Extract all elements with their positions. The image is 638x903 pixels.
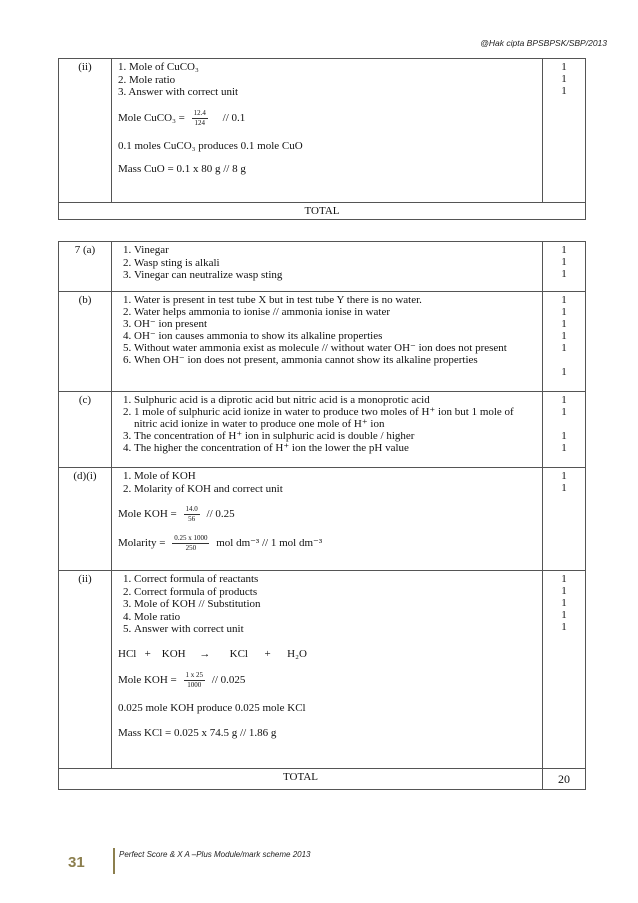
list-item: 3. Mole of KOH // Substitution bbox=[134, 598, 536, 611]
criteria-list bbox=[118, 244, 536, 282]
criteria-list bbox=[118, 294, 536, 366]
fraction: $\frac{12.4}{124}$ bbox=[193, 108, 206, 127]
marks-cell: 1 1 bbox=[543, 468, 586, 571]
list-item: 4. The higher the concentration of H⁺ ion the lower the pH value bbox=[134, 442, 536, 454]
question-label: (ii) bbox=[59, 571, 112, 769]
question-label: (d)(i) bbox=[59, 468, 112, 571]
mass-line: Mass KCl = 0.025 x 74.5 g // 1.86 g bbox=[118, 726, 277, 739]
list-item: 3. Vinegar can neutralize wasp sting bbox=[134, 269, 536, 282]
list-item: 3. Answer with correct unit bbox=[118, 86, 239, 99]
list-item: 2. 1 mole of sulphuric acid ionize in water to produce two moles of H⁺ ion but 1 mole of nitric acid ionize in water to produce one mole of H⁺ ion bbox=[134, 406, 536, 430]
marks-cell: 1 1 1 1 1 bbox=[543, 571, 586, 769]
fraction: $\frac{14.0}{56}$ bbox=[185, 505, 198, 524]
page-number: 31 bbox=[68, 854, 85, 871]
list-item: 2. Water helps ammonia to ionise // ammonia ionise in water bbox=[134, 306, 536, 318]
criteria-list bbox=[118, 394, 536, 454]
marks-cell: 1 1 1 1 1 1 bbox=[543, 292, 586, 392]
answer-cell bbox=[112, 59, 543, 203]
question-label: 7 (a) bbox=[59, 242, 112, 292]
list-item: 3. The concentration of H⁺ ion in sulphuric acid is double / higher bbox=[134, 430, 536, 442]
answer-table-ii bbox=[58, 58, 586, 220]
list-item: 1. Sulphuric acid is a diprotic acid but nitric acid is a monoprotic acid bbox=[134, 394, 536, 406]
mole-calculation: Mole KOH = $\frac{14.0}{56}$ // 0.25 bbox=[118, 505, 235, 524]
list-item: 4. OH⁻ ion causes ammonia to show its alkaline properties bbox=[134, 330, 536, 342]
list-item: 2. Molarity of KOH and correct unit bbox=[134, 483, 536, 496]
chemical-equation: HCl + KOH → KCl + H₂O bbox=[118, 647, 307, 660]
list-item: 6. When OH⁻ ion does not present, ammonia cannot show its alkaline properties bbox=[134, 354, 536, 366]
criteria-list bbox=[118, 573, 536, 636]
criteria-list bbox=[118, 470, 536, 495]
question-label: (c) bbox=[59, 392, 112, 468]
copyright-header: @Hak cipta BPSBPSK/SBP/2013 bbox=[480, 38, 607, 48]
list-item: 2. Mole ratio bbox=[118, 73, 176, 86]
list-item: 2. Wasp sting is alkali bbox=[134, 257, 536, 270]
list-item: 5. Answer with correct unit bbox=[134, 623, 536, 636]
mass-line: Mass CuO = 0.1 x 80 g // 8 g bbox=[118, 162, 246, 175]
list-item: 5. Without water ammonia exist as molecule // without water OH⁻ ion does not present bbox=[134, 342, 536, 354]
list-item: 1. Mole of KOH bbox=[134, 470, 536, 483]
list-item: 1. Mole of CuCO₃ bbox=[118, 61, 199, 73]
footer-divider bbox=[113, 848, 115, 874]
produce-line: 0.025 mole KOH produce 0.025 mole KCl bbox=[118, 701, 306, 714]
ratio-line: 0.1 moles CuCO₃ produces 0.1 mole CuO bbox=[118, 139, 303, 152]
question-label: (ii) bbox=[59, 59, 112, 203]
list-item: 1. Correct formula of reactants bbox=[134, 573, 536, 586]
total-label: TOTAL bbox=[59, 203, 586, 220]
list-item: 3. OH⁻ ion present bbox=[134, 318, 536, 330]
mole-calculation: Mole CuCO₃ = $\frac{12.4}{124}$ // 0.1 bbox=[118, 108, 246, 127]
list-item: 4. Mole ratio bbox=[134, 611, 536, 624]
marks-cell: 1 1 1 1 bbox=[543, 392, 586, 468]
marks-cell: 1 1 1 bbox=[543, 59, 586, 203]
answer-table-q7 bbox=[58, 241, 586, 790]
fraction: $\frac{1 x 25}{1000}$ bbox=[185, 670, 204, 689]
total-score: 20 bbox=[543, 769, 586, 790]
question-label: (b) bbox=[59, 292, 112, 392]
marks-cell: 1 1 1 bbox=[543, 242, 586, 292]
list-item: 2. Correct formula of products bbox=[134, 586, 536, 599]
list-item: 1. Water is present in test tube X but in test tube Y there is no water. bbox=[134, 294, 536, 306]
footer-text: Perfect Score & X A –Plus Module/mark scheme 2013 bbox=[119, 850, 311, 859]
list-item: 1. Vinegar bbox=[134, 244, 536, 257]
mole-calculation: Mole KOH = $\frac{1 x 25}{1000}$ // 0.025 bbox=[118, 670, 246, 689]
total-label: TOTAL bbox=[59, 769, 543, 790]
fraction: $\frac{0.25 x 1000}{250}$ bbox=[174, 534, 208, 553]
molarity-calculation: Molarity = $\frac{0.25 x 1000}{250}$ mol dm⁻³ // 1 mol dm⁻³ bbox=[118, 534, 323, 553]
criteria-list bbox=[118, 61, 536, 99]
